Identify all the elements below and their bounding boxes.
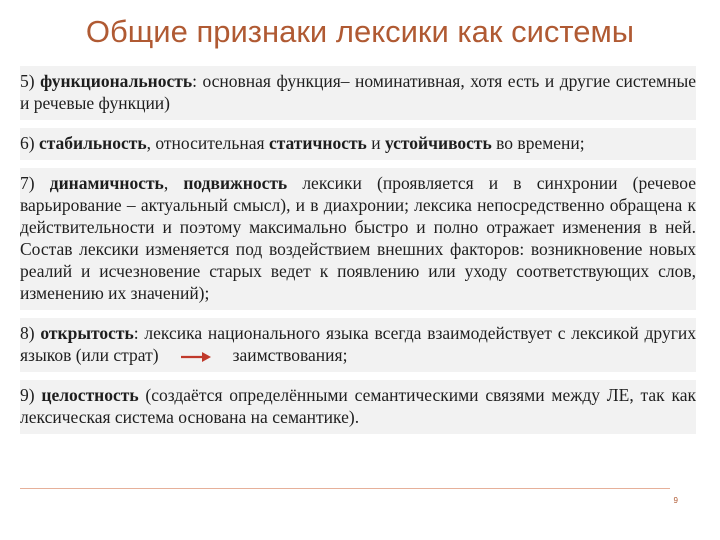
item-text: , относительная (146, 133, 269, 153)
item-text: во времени; (491, 133, 585, 153)
item-number: 9) (20, 385, 42, 405)
item-term: целостность (41, 385, 139, 405)
slide-content (20, 66, 696, 442)
list-item-8 (20, 318, 696, 372)
item-text: , (163, 173, 184, 193)
item-text: заимствования; (232, 345, 348, 365)
item-term: статичность (268, 133, 367, 153)
item-number: 8) (20, 323, 41, 343)
item-term: динамичность (49, 173, 164, 193)
item-text: лексики (проявляется и в синхронии (речевое варьирование – актуальный смысл), и в диахронии; лексика непосредственно обращена к действительности и поэтому максимально быстро и полно отражает изменения в ней. Состав лексики изменяется под воздействием внешних факторов: возникновение новых реалий и исчезновение старых ведет к появлению или уходу соответствующих слов, изменению их значений); (20, 173, 697, 303)
slide-title: Общие признаки лексики как системы (85, 14, 635, 49)
page-number: 9 (673, 496, 678, 505)
item-term: открытость (40, 323, 134, 343)
item-number: 6) (20, 133, 39, 153)
list-item-7 (20, 168, 696, 310)
item-number: 5) (20, 71, 41, 91)
item-text: : основная функция– номинативная, хотя есть и другие системные и речевые функции) (20, 71, 696, 113)
list-item-6 (20, 128, 696, 160)
item-term: стабильность (38, 133, 147, 153)
footer-divider (20, 488, 670, 489)
item-text: (создаётся определёнными семантическими связями между ЛЕ, так как лексическая система основана на семантике). (20, 385, 696, 427)
arrow-right-icon (181, 350, 211, 364)
item-term: функциональность (40, 71, 193, 91)
item-number: 7) (20, 173, 50, 193)
item-text: : лексика национального языка всегда взаимодействует с лексикой других языков (или страт) (20, 323, 696, 365)
item-term: подвижность (183, 173, 288, 193)
list-item-5 (20, 66, 696, 120)
item-term: устойчивость (384, 133, 492, 153)
item-text: и (366, 133, 385, 153)
list-item-9 (20, 380, 696, 434)
